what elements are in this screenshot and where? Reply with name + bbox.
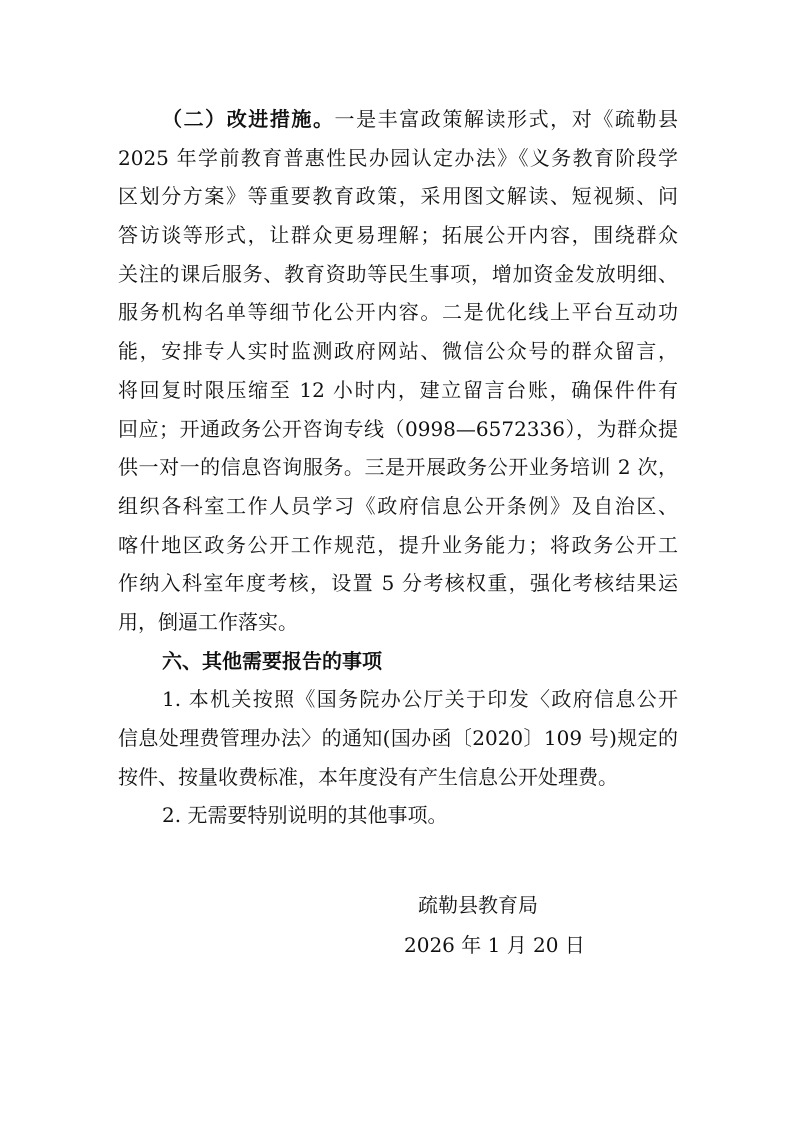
item-1-line: 按件、按量收费标准，本年度没有产生信息公开处理费。: [118, 764, 618, 789]
paragraph-line: 答访谈等形式，让群众更易理解；拓展公开内容，围绕群众: [118, 223, 678, 248]
paragraph-line: 喀什地区政务公开工作规范，提升业务能力；将政务公开工: [118, 532, 678, 557]
paragraph-line: 供一对一的信息咨询服务。三是开展政务公开业务培训 2 次，: [118, 455, 678, 480]
document-body: [118, 100, 678, 835]
paragraph-line: 用，倒逼工作落实。: [118, 609, 298, 634]
signature-date: 2026 年 1 月 20 日: [404, 933, 585, 957]
section-heading-other-matters: 六、其他需要报告的事项: [162, 648, 382, 673]
signature-organization: 疏勒县教育局: [418, 893, 538, 917]
paragraph-line: 服务机构名单等细节化公开内容。二是优化线上平台互动功: [118, 300, 678, 325]
paragraph-line: 将回复时限压缩至 12 小时内，建立留言台账，确保件件有: [118, 377, 678, 402]
paragraph-line: 区划分方案》等重要教育政策，采用图文解读、短视频、问: [118, 184, 678, 209]
paragraph-improvement-line-1: （二）改进措施。一是丰富政策解读形式，对《疏勒县: [162, 107, 679, 131]
paragraph-line: 作纳入科室年度考核，设置 5 分考核权重，强化考核结果运: [118, 571, 678, 596]
paragraph-line: 2025 年学前教育普惠性民办园认定办法》《义务教育阶段学: [118, 145, 678, 170]
item-1-line: 信息处理费管理办法〉的通知(国办函〔2020〕109 号)规定的: [118, 726, 678, 750]
section-label-improvement: （二）改进措施。: [162, 107, 335, 131]
paragraph-line: 能，安排专人实时监测政府网站、微信公众号的群众留言，: [118, 339, 678, 364]
item-2: 2. 无需要特别说明的其他事项。: [162, 803, 448, 828]
paragraph-line: 关注的课后服务、教育资助等民生事项，增加资金发放明细、: [118, 261, 678, 286]
item-1-line: 1. 本机关按照《国务院办公厅关于印发〈政府信息公开: [162, 687, 678, 712]
paragraph-line: 回应；开通政务公开咨询专线（0998—6572336），为群众提: [118, 416, 678, 441]
paragraph-line: 组织各科室工作人员学习《政府信息公开条例》及自治区、: [118, 493, 678, 518]
